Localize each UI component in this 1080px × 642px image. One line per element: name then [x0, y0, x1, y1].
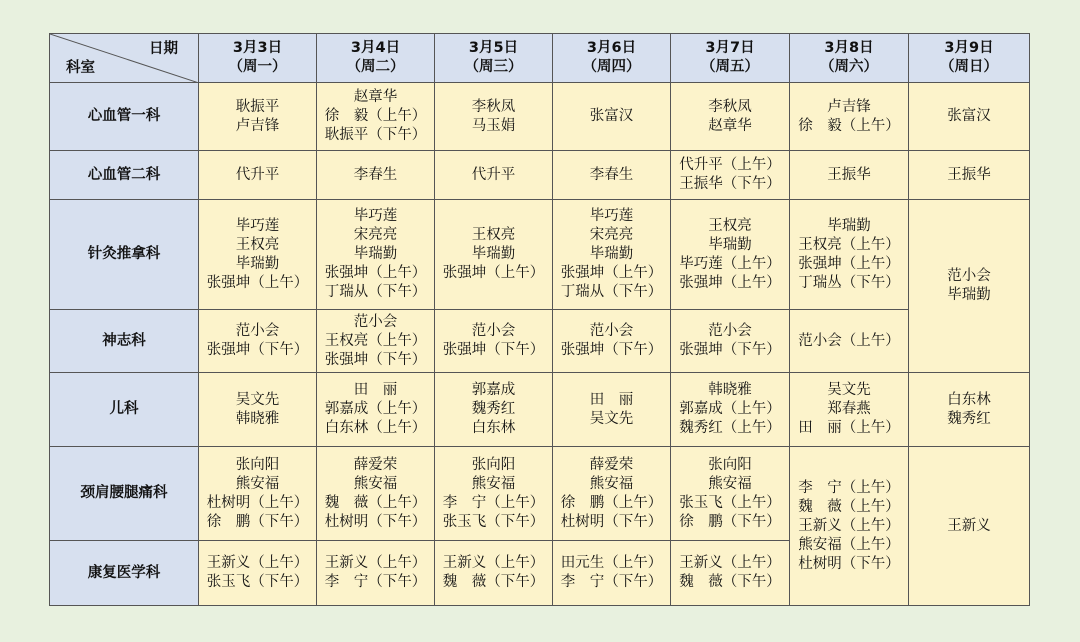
staff-entry: 马玉娟	[471, 117, 516, 134]
staff-entry: 张强坤（上午）	[798, 255, 900, 272]
date-axis-label: 日期	[149, 41, 178, 57]
duty-cell	[435, 151, 553, 200]
staff-entry: 范小会	[589, 323, 634, 339]
staff-entry: 徐 鹏（上午）	[560, 494, 663, 511]
staff-entry: 耿振平（下午）	[324, 127, 427, 143]
day-header	[909, 34, 1030, 83]
staff-entry: 李 宁（上午）	[442, 494, 545, 511]
duty-cell	[790, 200, 909, 310]
staff-entry: 毕瑞勤	[471, 246, 516, 262]
duty-cell	[199, 541, 317, 606]
row-cardio1	[50, 83, 1030, 151]
staff-entry: 李春生	[353, 166, 398, 183]
staff-entry: 张向阳	[708, 456, 752, 473]
duty-cell	[909, 151, 1030, 200]
staff-entry: 张玉飞（下午）	[442, 513, 545, 530]
staff-entry: 毕瑞勤	[708, 236, 752, 253]
staff-entry: 张强坤（下午）	[442, 342, 545, 358]
day-header	[317, 34, 435, 83]
staff-entry: 杜树明（下午）	[324, 513, 427, 530]
duty-schedule-table	[49, 33, 1030, 606]
day-date: 3月6日	[586, 40, 637, 56]
staff-entry: 吴文先	[589, 410, 634, 427]
duty-cell	[199, 447, 317, 541]
duty-cell	[317, 200, 435, 310]
duty-cell	[435, 373, 553, 447]
duty-cell	[909, 373, 1030, 447]
duty-cell	[553, 373, 671, 447]
duty-cell-merged	[790, 447, 909, 606]
staff-entry: 毕巧莲	[589, 208, 634, 224]
staff-entry: 魏 薇（下午）	[679, 574, 781, 590]
staff-entry: 范小会	[235, 323, 280, 339]
header-row	[50, 34, 1030, 83]
duty-cell	[317, 447, 435, 541]
staff-entry: 魏秀红	[471, 401, 516, 417]
staff-entry: 张向阳	[471, 456, 516, 473]
day-date: 3月4日	[350, 40, 401, 56]
staff-entry: 田 丽	[353, 382, 398, 398]
department-name: 儿科	[50, 373, 199, 447]
staff-entry: 张向阳	[235, 456, 280, 473]
staff-entry: 丁瑞从（下午）	[324, 284, 427, 300]
staff-entry: 耿振平	[235, 98, 280, 115]
staff-entry: 张富汉	[947, 108, 991, 124]
day-weekday: （周三）	[464, 59, 523, 75]
staff-entry: 郭嘉成（上午）	[324, 401, 427, 417]
staff-entry: 熊安福（上午）	[798, 536, 900, 553]
staff-entry: 王振华	[947, 166, 991, 183]
duty-cell-merged	[909, 200, 1030, 373]
day-header	[199, 34, 317, 83]
staff-entry: 熊安福	[353, 475, 398, 492]
staff-entry: 王权亮（上午）	[324, 332, 427, 349]
duty-cell	[790, 83, 909, 151]
staff-entry: 范小会	[353, 313, 398, 330]
duty-cell	[553, 541, 671, 606]
department-name: 神志科	[50, 310, 199, 373]
staff-entry: 郑春燕	[827, 401, 871, 417]
staff-entry: 王新义（上午）	[679, 555, 781, 571]
staff-entry: 张强坤（下午）	[206, 342, 309, 358]
staff-entry: 范小会	[708, 323, 752, 339]
duty-cell	[671, 373, 790, 447]
staff-entry: 王权亮	[235, 236, 280, 253]
department-name: 心血管一科	[50, 83, 199, 151]
staff-entry: 赵章华	[708, 117, 752, 134]
staff-entry: 毕巧莲	[235, 217, 280, 234]
row-psych	[50, 310, 1030, 373]
staff-entry: 李 宁（下午）	[560, 574, 663, 590]
staff-entry: 李春生	[589, 166, 634, 183]
staff-entry: 毕巧莲（上午）	[679, 255, 781, 272]
day-header	[435, 34, 553, 83]
day-header	[790, 34, 909, 83]
duty-cell	[671, 83, 790, 151]
staff-entry: 郭嘉成	[471, 382, 516, 398]
staff-entry: 田元生（上午）	[560, 555, 663, 571]
staff-entry: 徐 毅（上午）	[798, 117, 900, 134]
staff-entry: 王新义（上午）	[442, 555, 545, 571]
duty-cell	[671, 541, 790, 606]
staff-entry: 熊安福	[471, 475, 516, 492]
staff-entry: 丁瑞从（下午）	[560, 284, 663, 300]
staff-entry: 白东林	[947, 391, 991, 408]
staff-entry: 熊安福	[235, 475, 280, 492]
day-date: 3月7日	[705, 40, 755, 56]
duty-cell	[317, 541, 435, 606]
staff-entry: 王新义（上午）	[206, 555, 309, 571]
department-name: 康复医学科	[50, 541, 199, 606]
staff-entry: 王权亮（上午）	[798, 236, 900, 253]
staff-entry: 李秋凤	[471, 98, 516, 115]
staff-entry: 丁瑞丛（下午）	[798, 274, 900, 291]
day-header	[553, 34, 671, 83]
day-weekday: （周六）	[820, 59, 878, 75]
staff-entry: 王振华	[827, 166, 871, 183]
staff-entry: 王新义（上午）	[324, 555, 427, 571]
duty-cell	[199, 310, 317, 373]
day-date: 3月3日	[232, 40, 283, 56]
staff-entry: 张玉飞（上午）	[679, 494, 781, 511]
staff-entry: 李 宁（上午）	[798, 479, 900, 496]
staff-entry: 毕瑞勤	[235, 255, 280, 272]
staff-entry: 吴文先	[235, 391, 280, 408]
staff-entry: 魏 薇（下午）	[442, 574, 545, 590]
staff-entry: 徐 鹏（下午）	[679, 513, 781, 530]
day-weekday: （周四）	[582, 59, 641, 75]
staff-entry: 毕瑞勤	[827, 217, 871, 234]
staff-entry: 薛爱荣	[589, 456, 634, 473]
staff-entry: 李 宁（下午）	[324, 574, 427, 590]
staff-entry: 杜树明（下午）	[560, 513, 663, 530]
staff-entry: 杜树明（下午）	[798, 555, 900, 572]
duty-cell	[553, 310, 671, 373]
duty-cell	[317, 83, 435, 151]
duty-cell	[553, 83, 671, 151]
staff-entry: 张强坤（上午）	[324, 265, 427, 281]
staff-entry: 宋亮亮	[353, 227, 398, 243]
duty-cell	[435, 541, 553, 606]
duty-cell	[435, 200, 553, 310]
duty-cell	[671, 151, 790, 200]
duty-cell-merged	[909, 447, 1030, 606]
staff-entry: 熊安福	[589, 475, 634, 492]
staff-entry: 卢吉锋	[235, 117, 280, 134]
staff-entry: 赵章华	[353, 89, 398, 105]
staff-entry: 魏 薇（上午）	[324, 494, 427, 511]
staff-entry: 白东林	[471, 420, 516, 436]
department-name: 颈肩腰腿痛科	[50, 447, 199, 541]
staff-entry: 张强坤（上午）	[206, 274, 309, 291]
staff-entry: 毕瑞勤	[589, 246, 634, 262]
duty-cell	[317, 373, 435, 447]
duty-cell	[317, 310, 435, 373]
staff-entry: 王权亮	[708, 217, 752, 234]
staff-entry: 张强坤（下午）	[679, 342, 781, 358]
row-spine	[50, 447, 1030, 541]
staff-entry: 张强坤（上午）	[679, 274, 781, 291]
staff-entry: 韩晓雅	[708, 382, 752, 398]
staff-entry: 王权亮	[471, 227, 516, 243]
row-pediatrics	[50, 373, 1030, 447]
duty-cell	[790, 373, 909, 447]
staff-entry: 李秋凤	[708, 98, 752, 115]
staff-entry: 张强坤（上午）	[560, 265, 663, 281]
staff-entry: 张富汉	[589, 108, 634, 124]
duty-cell	[909, 83, 1030, 151]
schedule-table-frame	[49, 33, 1029, 606]
corner-header-cell	[50, 34, 199, 83]
staff-entry: 代升平	[471, 166, 516, 183]
duty-cell	[553, 200, 671, 310]
day-header	[671, 34, 790, 83]
staff-entry: 薛爱荣	[353, 456, 398, 473]
department-name: 心血管二科	[50, 151, 199, 200]
staff-entry: 徐 毅（上午）	[324, 108, 427, 124]
day-weekday: （周一）	[228, 59, 287, 75]
staff-entry: 郭嘉成（上午）	[679, 401, 781, 417]
duty-cell	[671, 200, 790, 310]
row-cardio2	[50, 151, 1030, 200]
staff-entry: 代升平（上午）	[679, 157, 781, 173]
day-date: 3月5日	[468, 40, 519, 56]
duty-cell	[553, 447, 671, 541]
staff-entry: 范小会（上午）	[798, 332, 900, 349]
day-weekday: （周日）	[940, 59, 998, 75]
staff-entry: 毕瑞勤	[353, 246, 398, 262]
day-weekday: （周二）	[346, 59, 405, 75]
department-name: 针灸推拿科	[50, 200, 199, 310]
staff-entry: 卢吉锋	[827, 98, 871, 115]
duty-cell	[199, 83, 317, 151]
staff-entry: 田 丽	[589, 391, 634, 408]
staff-entry: 宋亮亮	[589, 227, 634, 243]
duty-cell	[790, 310, 909, 373]
staff-entry: 魏 薇（上午）	[798, 498, 900, 515]
staff-entry: 毕瑞勤	[947, 287, 991, 303]
duty-cell	[435, 83, 553, 151]
staff-entry: 杜树明（上午）	[206, 494, 309, 511]
staff-entry: 张强坤（下午）	[560, 342, 663, 358]
staff-entry: 范小会	[471, 323, 516, 339]
staff-entry: 熊安福	[708, 475, 752, 492]
day-date: 3月8日	[824, 40, 874, 56]
staff-entry: 白东林（上午）	[324, 420, 427, 436]
staff-entry: 王新义	[947, 517, 991, 534]
duty-cell	[199, 151, 317, 200]
duty-cell	[199, 200, 317, 310]
staff-entry: 张玉飞（下午）	[206, 574, 309, 590]
staff-entry: 范小会	[947, 268, 991, 284]
staff-entry: 毕巧莲	[353, 208, 398, 224]
duty-cell	[671, 447, 790, 541]
duty-cell	[199, 373, 317, 447]
staff-entry: 徐 鹏（下午）	[206, 513, 309, 530]
duty-cell	[553, 151, 671, 200]
department-axis-label: 科室	[66, 60, 95, 76]
day-date: 3月9日	[944, 40, 994, 56]
duty-cell	[317, 151, 435, 200]
duty-cell	[790, 151, 909, 200]
staff-entry: 吴文先	[827, 382, 871, 398]
staff-entry: 张强坤（上午）	[442, 265, 545, 281]
staff-entry: 魏秀红（上午）	[679, 420, 781, 436]
day-weekday: （周五）	[701, 59, 759, 75]
staff-entry: 代升平	[235, 166, 280, 183]
staff-entry: 魏秀红	[947, 410, 991, 427]
staff-entry: 王新义（上午）	[798, 517, 900, 534]
staff-entry: 王振华（下午）	[679, 176, 781, 192]
staff-entry: 田 丽（上午）	[798, 420, 900, 436]
row-acupuncture	[50, 200, 1030, 310]
duty-cell	[671, 310, 790, 373]
duty-cell	[435, 447, 553, 541]
staff-entry: 张强坤（下午）	[324, 351, 427, 368]
duty-cell	[435, 310, 553, 373]
staff-entry: 韩晓雅	[235, 410, 280, 427]
